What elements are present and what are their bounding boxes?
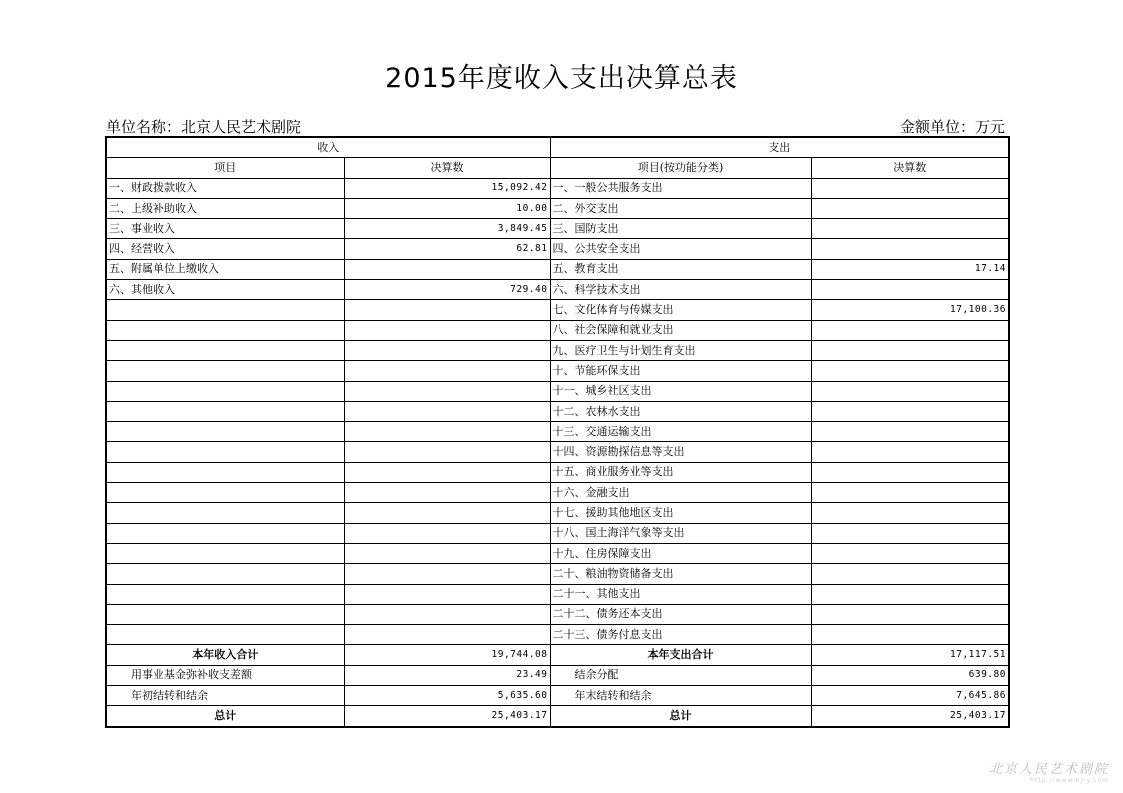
- income-item-cell: [106, 401, 344, 421]
- income-item-cell: 五、附属单位上缴收入: [106, 259, 344, 279]
- expense-amount-cell: [811, 198, 1009, 218]
- table-row: [106, 422, 1009, 442]
- expense-item-cell: 八、社会保障和就业支出: [550, 320, 811, 340]
- expense-item-cell: 六、科学技术支出: [550, 280, 811, 300]
- expense-amount-cell: [811, 239, 1009, 259]
- income-amount-cell: [344, 401, 550, 421]
- income-amount-cell: [344, 543, 550, 563]
- expense-item-cell: 十六、金融支出: [550, 483, 811, 503]
- expense-item-cell: 十九、住房保障支出: [550, 543, 811, 563]
- income-item-cell: [106, 442, 344, 462]
- table-row: [106, 340, 1009, 360]
- income-item-cell: [106, 320, 344, 340]
- watermark: [989, 758, 1109, 784]
- expense-amount-cell: [811, 543, 1009, 563]
- table-row: [106, 584, 1009, 604]
- income-amount-cell: [344, 361, 550, 381]
- expense-subtotal-value: 17,117.51: [811, 645, 1009, 665]
- expense-amount-cell: [811, 584, 1009, 604]
- income-amount-cell: [344, 564, 550, 584]
- income-amount-cell: [344, 523, 550, 543]
- expense-amount-cell: [811, 442, 1009, 462]
- amount-unit: 金额单位：万元: [899, 118, 1005, 136]
- income-item-cell: 三、事业收入: [106, 219, 344, 239]
- table-row: [106, 523, 1009, 543]
- expense-amount-cell: [811, 381, 1009, 401]
- table-row: [106, 239, 1009, 259]
- expense-amount-cell: [811, 219, 1009, 239]
- expense-item-cell: 四、公共安全支出: [550, 239, 811, 259]
- header-row-section: [106, 137, 1009, 158]
- income-total-label: 总计: [106, 706, 344, 727]
- surplus-value: 639.80: [811, 665, 1009, 685]
- watermark-url: http://www.bjry.com: [1030, 777, 1109, 784]
- income-item-cell: 六、其他收入: [106, 280, 344, 300]
- income-item-cell: [106, 625, 344, 645]
- expense-amount-cell: [811, 604, 1009, 624]
- income-amount-cell: 62.81: [344, 239, 550, 259]
- table-row: [106, 462, 1009, 482]
- budget-table: [105, 136, 1010, 728]
- expense-amount-cell: [811, 401, 1009, 421]
- table-row: [106, 259, 1009, 279]
- expense-amount-cell: [811, 178, 1009, 198]
- table-row: [106, 503, 1009, 523]
- income-item-cell: [106, 523, 344, 543]
- adjustment-row: [106, 665, 1009, 685]
- table-row: [106, 178, 1009, 198]
- table-row: [106, 625, 1009, 645]
- income-item-cell: [106, 543, 344, 563]
- income-amount-cell: 3,849.45: [344, 219, 550, 239]
- expense-amount-cell: [811, 361, 1009, 381]
- expense-amount-cell: [811, 523, 1009, 543]
- expense-item-cell: 十四、资源勘探信息等支出: [550, 442, 811, 462]
- income-amount-cell: [344, 422, 550, 442]
- expense-item-cell: 十三、交通运输支出: [550, 422, 811, 442]
- income-amount-cell: [344, 462, 550, 482]
- expense-amount-cell: [811, 422, 1009, 442]
- expense-amount-cell: 17,100.36: [811, 300, 1009, 320]
- table-row: [106, 543, 1009, 563]
- watermark-text: 北京人民艺术剧院: [988, 762, 1109, 777]
- end-balance-label: 年末结转和结余: [550, 686, 811, 706]
- fund-label: 用事业基金弥补收支差额: [106, 665, 344, 685]
- begin-balance-label: 年初结转和结余: [106, 686, 344, 706]
- table-row: [106, 564, 1009, 584]
- subtotal-row: [106, 645, 1009, 665]
- expense-amount-cell: [811, 564, 1009, 584]
- table-row: [106, 280, 1009, 300]
- income-amount-cell: [344, 625, 550, 645]
- income-item-cell: [106, 340, 344, 360]
- header-row-columns: [106, 158, 1009, 178]
- surplus-label: 结余分配: [550, 665, 811, 685]
- expense-amount-cell: 17.14: [811, 259, 1009, 279]
- expense-item-cell: 十二、农林水支出: [550, 401, 811, 421]
- total-row: [106, 706, 1009, 727]
- expense-amount-cell: [811, 503, 1009, 523]
- table-row: [106, 483, 1009, 503]
- income-amount-cell: 729.40: [344, 280, 550, 300]
- income-amount-cell: [344, 503, 550, 523]
- expense-item-cell: 二十三、债务付息支出: [550, 625, 811, 645]
- expense-item-cell: 二、外交支出: [550, 198, 811, 218]
- expense-amount-cell: [811, 625, 1009, 645]
- carryover-row: [106, 686, 1009, 706]
- income-item-cell: [106, 300, 344, 320]
- income-item-cell: 四、经营收入: [106, 239, 344, 259]
- table-row: [106, 361, 1009, 381]
- expense-amount-cell: [811, 280, 1009, 300]
- income-subtotal-value: 19,744.08: [344, 645, 550, 665]
- income-amount-cell: [344, 483, 550, 503]
- expense-item-cell: 十、节能环保支出: [550, 361, 811, 381]
- income-amount-cell: [344, 381, 550, 401]
- income-subtotal-label: 本年收入合计: [106, 645, 344, 665]
- expense-subtotal-label: 本年支出合计: [550, 645, 811, 665]
- income-amount-cell: [344, 259, 550, 279]
- income-total-value: 25,403.17: [344, 706, 550, 727]
- income-item-cell: [106, 503, 344, 523]
- table-row: [106, 198, 1009, 218]
- expense-item-cell: 五、教育支出: [550, 259, 811, 279]
- end-balance-value: 7,645.86: [811, 686, 1009, 706]
- income-item-cell: [106, 462, 344, 482]
- expense-item-cell: 三、国防支出: [550, 219, 811, 239]
- income-item-cell: 二、上级补助收入: [106, 198, 344, 218]
- table-row: [106, 219, 1009, 239]
- expense-item-cell: 二十二、债务还本支出: [550, 604, 811, 624]
- expense-amount-header: 决算数: [811, 158, 1009, 178]
- income-item-cell: [106, 564, 344, 584]
- income-amount-header: 决算数: [344, 158, 550, 178]
- expense-item-cell: 七、文化体育与传媒支出: [550, 300, 811, 320]
- income-amount-cell: [344, 320, 550, 340]
- income-amount-cell: 10.00: [344, 198, 550, 218]
- fund-value: 23.49: [344, 665, 550, 685]
- table-row: [106, 381, 1009, 401]
- unit-name: 单位名称：北京人民艺术剧院: [106, 118, 302, 136]
- income-item-cell: [106, 483, 344, 503]
- income-item-cell: 一、财政拨款收入: [106, 178, 344, 198]
- expense-total-value: 25,403.17: [811, 706, 1009, 727]
- expense-item-cell: 一、一般公共服务支出: [550, 178, 811, 198]
- expense-total-label: 总计: [550, 706, 811, 727]
- income-item-cell: [106, 361, 344, 381]
- table-row: [106, 604, 1009, 624]
- page-title: 2015年度收入支出决算总表: [385, 63, 738, 94]
- table-row: [106, 442, 1009, 462]
- expense-item-cell: 二十、粮油物资储备支出: [550, 564, 811, 584]
- expense-item-cell: 九、医疗卫生与计划生育支出: [550, 340, 811, 360]
- expense-amount-cell: [811, 483, 1009, 503]
- expense-item-cell: 十五、商业服务业等支出: [550, 462, 811, 482]
- income-amount-cell: [344, 340, 550, 360]
- income-amount-cell: [344, 584, 550, 604]
- expense-amount-cell: [811, 340, 1009, 360]
- income-amount-cell: [344, 442, 550, 462]
- income-item-header: 项目: [106, 158, 344, 178]
- begin-balance-value: 5,635.60: [344, 686, 550, 706]
- expense-item-cell: 十一、城乡社区支出: [550, 381, 811, 401]
- income-amount-cell: 15,092.42: [344, 178, 550, 198]
- expense-item-cell: 十八、国土海洋气象等支出: [550, 523, 811, 543]
- expense-item-cell: 十七、援助其他地区支出: [550, 503, 811, 523]
- income-item-cell: [106, 584, 344, 604]
- expense-amount-cell: [811, 462, 1009, 482]
- income-item-cell: [106, 381, 344, 401]
- expense-section-header: 支出: [550, 137, 1009, 158]
- table-row: [106, 300, 1009, 320]
- expense-item-header: 项目(按功能分类): [550, 158, 811, 178]
- income-amount-cell: [344, 300, 550, 320]
- table-row: [106, 320, 1009, 340]
- expense-amount-cell: [811, 320, 1009, 340]
- income-amount-cell: [344, 604, 550, 624]
- table-row: [106, 401, 1009, 421]
- income-section-header: 收入: [106, 137, 550, 158]
- income-item-cell: [106, 422, 344, 442]
- expense-item-cell: 二十一、其他支出: [550, 584, 811, 604]
- income-item-cell: [106, 604, 344, 624]
